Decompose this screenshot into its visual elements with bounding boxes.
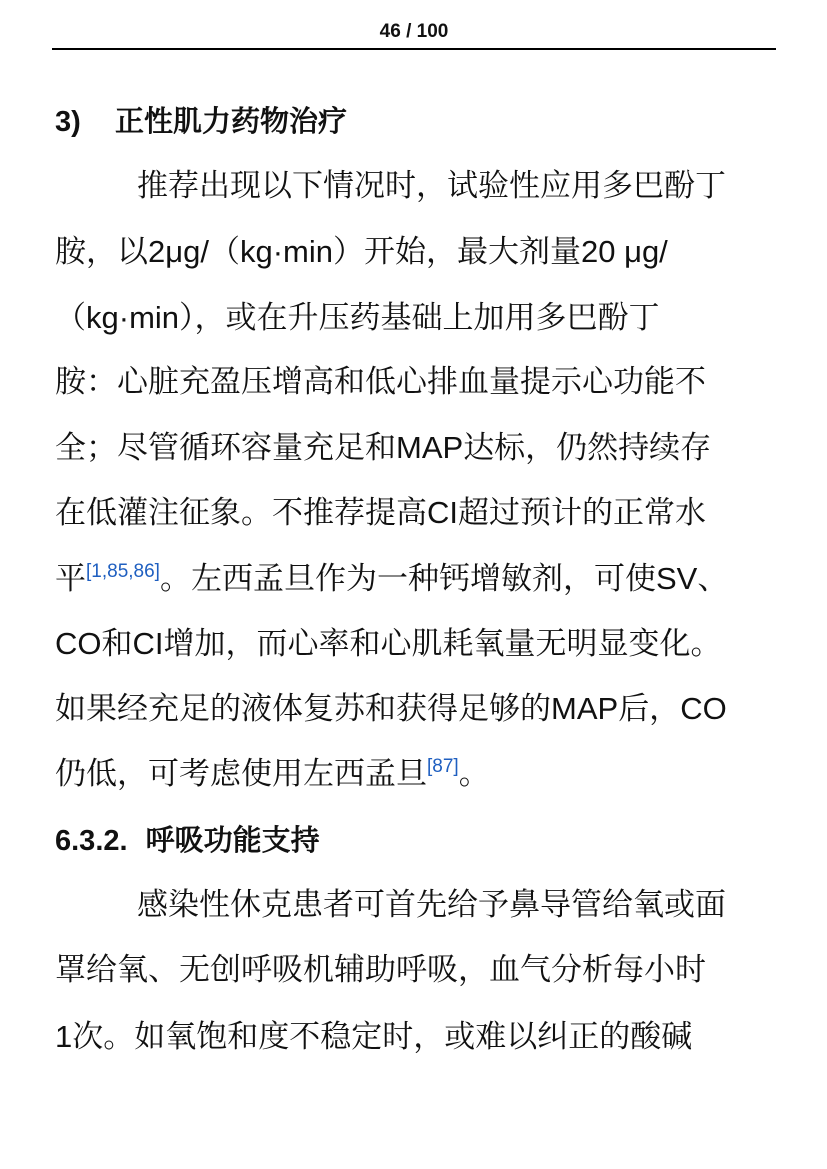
text-run: ，或在升压药基础上加用多巴酚丁 xyxy=(194,299,660,336)
abbreviation-text: CI xyxy=(132,626,164,662)
abbreviation-text: SV xyxy=(655,560,698,596)
section-number: 6.3.2. xyxy=(55,824,128,857)
abbreviation-text: MAP xyxy=(396,430,464,466)
text-run: 如果经充足的液体复苏和获得足够的 xyxy=(55,691,551,728)
abbreviation-text: MAP xyxy=(551,691,619,727)
text-run: 和 xyxy=(101,626,133,663)
text-run: 胺：心脏充盈压增高和低心排血量提示心功能不 xyxy=(55,363,706,400)
text-run: 达标，仍然持续存 xyxy=(463,430,712,467)
text-run: 平 xyxy=(55,560,86,597)
abbreviation-text: CO xyxy=(680,691,727,727)
text-run: 胺，以 xyxy=(55,234,148,271)
page-indicator: 46 / 100 xyxy=(379,21,449,42)
text-run: 感染性休克患者可首先给予鼻导管给氧或面 xyxy=(137,886,726,923)
paragraph-line xyxy=(55,480,779,545)
paragraph-line xyxy=(55,611,779,676)
text-run: 次。如氧饱和度不稳定时，或难以纠正的酸碱 xyxy=(72,1018,693,1055)
text-run: 。 xyxy=(458,755,490,792)
paragraph-line xyxy=(55,415,779,480)
citation-link[interactable]: [87] xyxy=(427,755,459,777)
text-run: 在低灌注征象。不推荐提高 xyxy=(55,495,427,532)
dosage-text: （kg·min） xyxy=(55,299,195,335)
text-run: 开始，最大剂量 xyxy=(363,234,581,271)
text-run: 超过预计的正常水 xyxy=(458,495,706,532)
paragraph-line xyxy=(55,873,779,938)
paragraph-line xyxy=(55,676,779,741)
text-run: 。左西孟旦作为一种钙增敏剂，可使 xyxy=(159,560,656,597)
abbreviation-text: CO xyxy=(55,626,102,662)
section-title: 呼吸功能支持 xyxy=(145,822,320,857)
dosage-text: 20 μg/ xyxy=(580,234,668,270)
text-run: 推荐出现以下情况时，试验性应用多巴酚丁 xyxy=(137,168,726,204)
paragraph-line xyxy=(55,742,779,807)
abbreviation-text: CI xyxy=(427,495,458,531)
section-number: 3) xyxy=(55,106,81,138)
paragraph-line xyxy=(55,350,779,415)
section-heading-3 xyxy=(55,88,779,154)
paragraph-line xyxy=(55,154,779,219)
text-run: 罩给氧、无创呼吸机辅助呼吸，血气分析每小时 xyxy=(55,952,706,989)
paragraph-line xyxy=(55,546,779,611)
paragraph-line xyxy=(55,285,779,350)
header-divider xyxy=(52,48,776,50)
text-run: 后， xyxy=(618,691,681,728)
text-run: 仍低，可考虑使用左西孟旦 xyxy=(55,755,427,792)
text-run: 增加，而心率和心肌耗氧量无明显变化。 xyxy=(163,626,722,663)
text-run: 、 xyxy=(697,560,729,597)
document-body xyxy=(55,88,779,1069)
text-run: 全；尽管循环容量充足和 xyxy=(55,430,396,467)
paragraph-line xyxy=(55,1004,779,1069)
number-text: 1 xyxy=(55,1018,73,1054)
dosage-text: 2μg/（kg·min） xyxy=(148,234,364,270)
citation-link[interactable]: [1,85,86] xyxy=(86,560,160,582)
paragraph-line xyxy=(55,938,779,1003)
section-heading-6-3-2 xyxy=(55,807,779,873)
section-title: 正性肌力药物治疗 xyxy=(115,104,348,138)
paragraph-line xyxy=(55,219,779,284)
